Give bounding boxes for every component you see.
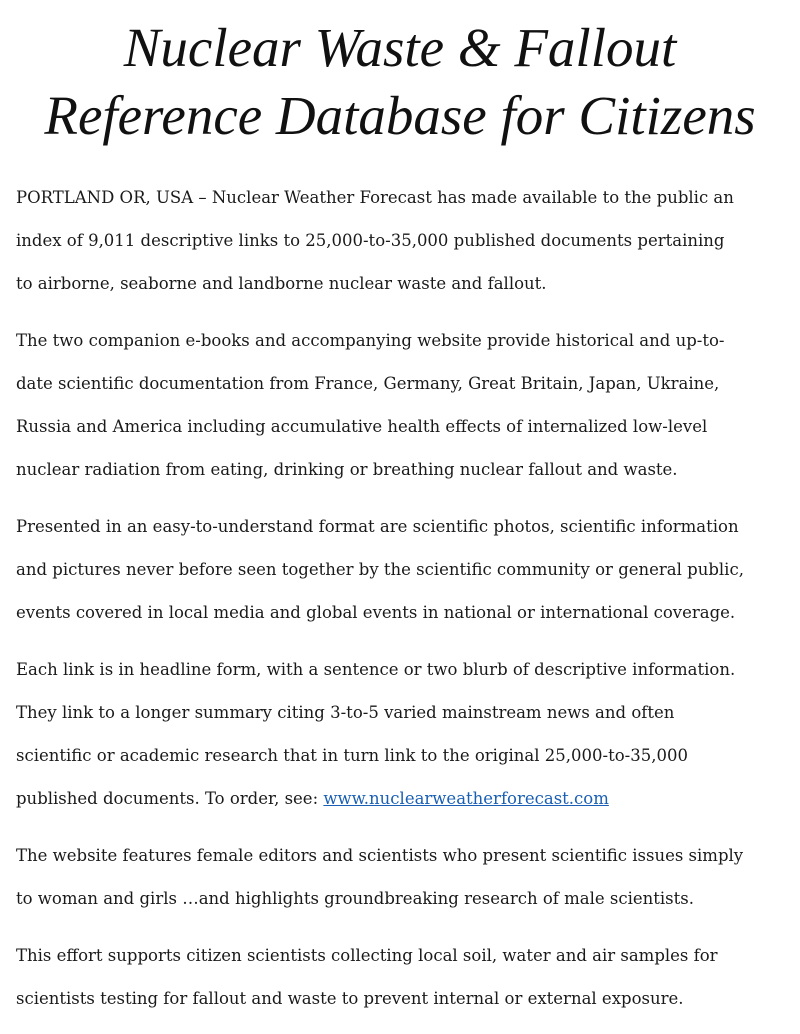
order-text: published documents. To order, see: bbox=[16, 789, 324, 808]
text-line: Each link is in headline form, with a sentence or two blurb of descriptive information. bbox=[16, 660, 736, 679]
text-line: The website features female editors and scientists who present scientific issues simply bbox=[16, 846, 744, 865]
title-line-1: Nuclear Waste & Fallout bbox=[123, 17, 677, 78]
text-line: nuclear radiation from eating, drinking or breathing nuclear fallout and waste. bbox=[16, 460, 678, 479]
text-line: This effort supports citizen scientists collecting local soil, water and air samples for bbox=[16, 946, 718, 965]
text-line: The two companion e-books and accompanying website provide historical and up-to- bbox=[16, 331, 725, 350]
text-line: scientific or academic research that in turn link to the original 25,000-to-35,000 bbox=[16, 746, 688, 765]
text-line: Russia and America including accumulative health effects of internalized low-level bbox=[16, 417, 708, 436]
title-line-2: Reference Database for Citizens bbox=[44, 85, 756, 146]
paragraph-links bbox=[16, 648, 800, 820]
text-line: Presented in an easy-to-understand format are scientific photos, scientific information bbox=[16, 517, 739, 536]
text-line: They link to a longer summary citing 3-to-5 varied mainstream news and often bbox=[16, 703, 675, 722]
document-title bbox=[0, 14, 800, 150]
text-line: scientists testing for fallout and waste to prevent internal or external exposure. bbox=[16, 989, 684, 1008]
paragraph-format bbox=[16, 505, 800, 634]
document-body bbox=[16, 176, 800, 1034]
text-line: PORTLAND OR, USA – Nuclear Weather Forecast has made available to the public an bbox=[16, 188, 734, 207]
text-line: date scientific documentation from France, Germany, Great Britain, Japan, Ukraine, bbox=[16, 374, 720, 393]
website-link[interactable]: www.nuclearweatherforecast.com bbox=[323, 789, 609, 808]
text-line: events covered in local media and global events in national or international coverage. bbox=[16, 603, 736, 622]
text-line: to airborne, seaborne and landborne nuclear waste and fallout. bbox=[16, 274, 547, 293]
text-line-with-link bbox=[16, 777, 800, 820]
paragraph-editors bbox=[16, 834, 800, 920]
text-line: and pictures never before seen together by the scientific community or general public, bbox=[16, 560, 744, 579]
paragraph-announcement bbox=[16, 176, 800, 305]
text-line: to woman and girls …and highlights groundbreaking research of male scientists. bbox=[16, 889, 694, 908]
paragraph-ebooks bbox=[16, 319, 800, 491]
paragraph-citizen-scientists bbox=[16, 934, 800, 1020]
text-line: index of 9,011 descriptive links to 25,000-to-35,000 published documents pertaining bbox=[16, 231, 725, 250]
